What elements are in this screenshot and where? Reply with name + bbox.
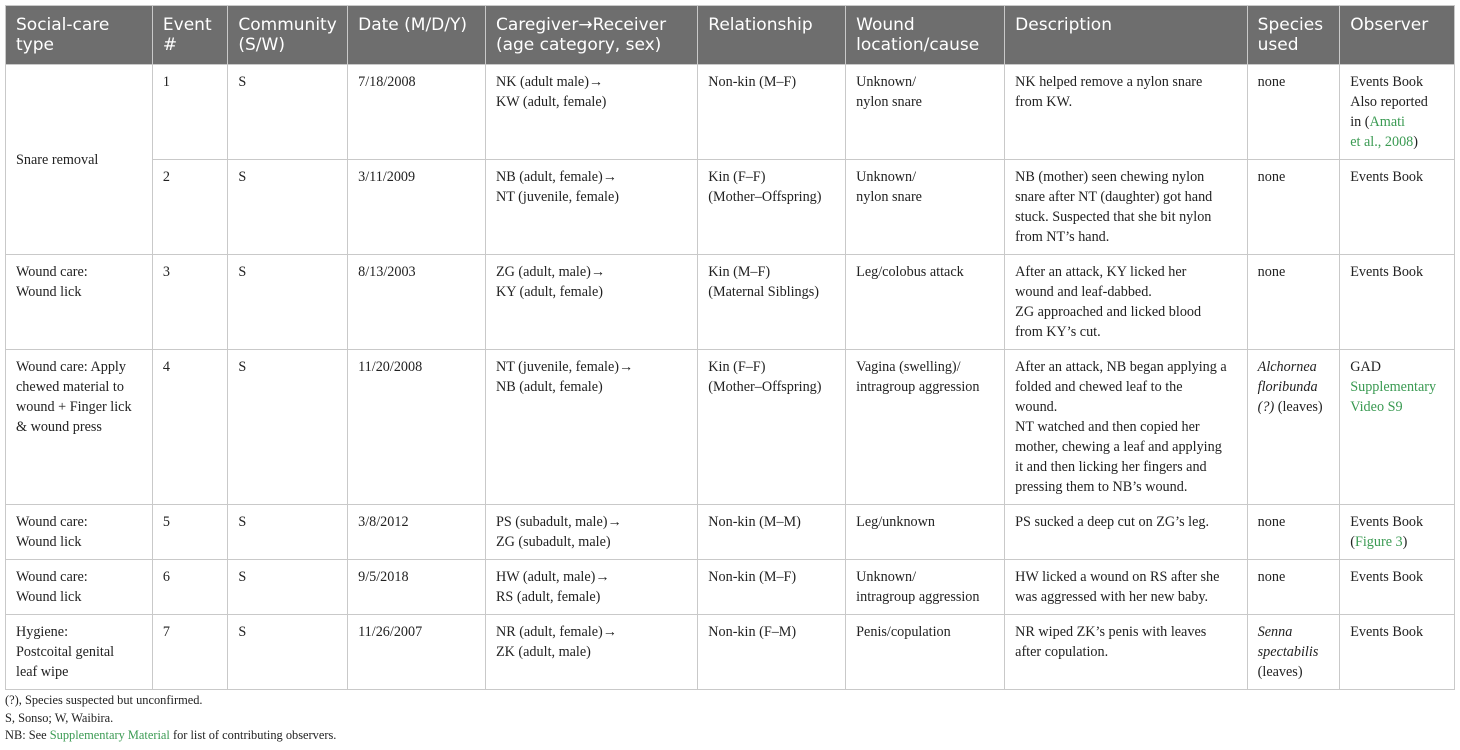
event-number: 5 [162, 514, 170, 530]
observer-text: ) [1413, 134, 1418, 150]
receiver: NT (juvenile, female) [495, 189, 619, 205]
community-code: S [238, 514, 247, 530]
wound-line: intragroup aggression [856, 379, 980, 395]
event-date: 3/11/2009 [358, 169, 416, 185]
cell-community [228, 255, 348, 350]
table-footnotes [5, 692, 336, 745]
community-code: S [238, 169, 247, 185]
community-code: S [238, 359, 247, 375]
description-line: wound. [1015, 399, 1058, 415]
type-line: leaf wipe [16, 664, 69, 680]
receiver: NB (adult, female) [495, 379, 603, 395]
supplementary-material-link[interactable]: Supplementary Material [49, 728, 170, 742]
observer-line: Events Book [1350, 624, 1424, 640]
cell-observer [1340, 160, 1455, 255]
cell-relationship [698, 65, 846, 160]
header-date: Date (M/D/Y) [348, 6, 486, 65]
event-date: 9/5/2018 [358, 569, 409, 585]
event-number: 1 [162, 74, 170, 90]
cell-description [1005, 505, 1248, 560]
species-part: (leaves) [1257, 664, 1303, 680]
caregiver: HW (adult, male)→ [495, 569, 610, 585]
cell-social-care-type [6, 505, 153, 560]
caregiver: PS (subadult, male)→ [495, 514, 622, 530]
relationship: Kin (F–F) [708, 359, 766, 375]
wound-line: nylon snare [856, 189, 922, 205]
caregiver: NT (juvenile, female)→ [495, 359, 634, 375]
species-name: Alchornea [1257, 359, 1317, 375]
cell-caregiver-receiver [485, 65, 697, 160]
cell-caregiver-receiver [485, 560, 697, 615]
cell-community [228, 615, 348, 690]
event-date: 8/13/2003 [358, 264, 416, 280]
cell-species [1247, 560, 1340, 615]
community-code: S [238, 569, 247, 585]
footnote-text: for list of contributing observers. [169, 728, 337, 742]
species-uncertain-marker: (?) [1257, 399, 1275, 415]
cell-wound [846, 505, 1005, 560]
wound-line: Unknown/ [856, 569, 917, 585]
description-line: stuck. Suspected that she bit nylon [1015, 209, 1212, 225]
species: none [1257, 169, 1286, 185]
observer-text: ) [1402, 534, 1408, 550]
header-relationship: Relationship [698, 6, 846, 65]
observer-line: Events Book [1350, 514, 1424, 530]
cell-event-number [152, 65, 227, 160]
description-line: NB (mother) seen chewing nylon [1015, 169, 1205, 185]
cell-social-care-type [6, 255, 153, 350]
header-wound-location: Wound location/cause [846, 6, 1005, 65]
community-code: S [238, 264, 247, 280]
cell-date [348, 350, 486, 505]
cell-community [228, 350, 348, 505]
species-part: (leaves) [1274, 399, 1323, 415]
observer-line: Also reported [1350, 94, 1428, 110]
wound-line: Leg/colobus attack [856, 264, 964, 280]
footnote-species-uncertain: (?), Species suspected but unconfirmed. [5, 693, 203, 707]
header-description: Description [1005, 6, 1248, 65]
type-line: Wound care: [16, 264, 88, 280]
cell-relationship [698, 350, 846, 505]
relationship: Non-kin (M–F) [708, 74, 797, 90]
cell-social-care-type [6, 560, 153, 615]
receiver: ZK (adult, male) [495, 644, 591, 660]
wound-line: Unknown/ [856, 74, 917, 90]
event-number: 3 [162, 264, 170, 280]
cell-caregiver-receiver [485, 255, 697, 350]
description-line: mother, chewing a leaf and applying [1015, 439, 1222, 455]
cell-community [228, 560, 348, 615]
species: none [1257, 264, 1286, 280]
relationship: Kin (F–F) [708, 169, 766, 185]
observer-line: Events Book [1350, 264, 1424, 280]
cell-relationship [698, 505, 846, 560]
receiver: KW (adult, female) [495, 94, 607, 110]
observer-text: ( [1350, 534, 1355, 550]
cell-caregiver-receiver [485, 505, 697, 560]
event-date: 11/20/2008 [358, 359, 423, 375]
receiver: KY (adult, female) [495, 284, 603, 300]
cell-species [1247, 160, 1340, 255]
event-number: 2 [162, 169, 170, 185]
cell-caregiver-receiver [485, 160, 697, 255]
header-event-number: Event # [152, 6, 227, 65]
cell-date [348, 615, 486, 690]
cell-date [348, 160, 486, 255]
table-header-row [6, 6, 1455, 65]
description-line: was aggressed with her new baby. [1015, 589, 1209, 605]
cell-observer [1340, 615, 1455, 690]
description-line: NT watched and then copied her [1015, 419, 1200, 435]
cell-relationship [698, 615, 846, 690]
relationship: Non-kin (M–M) [708, 514, 801, 530]
footnote-observers [5, 727, 336, 745]
cell-wound [846, 255, 1005, 350]
cell-description [1005, 65, 1248, 160]
event-number: 7 [162, 624, 170, 640]
cell-wound [846, 160, 1005, 255]
cell-relationship [698, 160, 846, 255]
description-line: PS sucked a deep cut on ZG’s leg. [1015, 514, 1210, 530]
cell-description [1005, 560, 1248, 615]
cell-description [1005, 160, 1248, 255]
event-number: 4 [162, 359, 170, 375]
cell-observer [1340, 255, 1455, 350]
observer-line: Events Book [1350, 569, 1424, 585]
event-date: 3/8/2012 [358, 514, 409, 530]
caregiver: NR (adult, female)→ [495, 624, 617, 640]
wound-line: Vagina (swelling)/ [856, 359, 961, 375]
cell-description [1005, 350, 1248, 505]
cell-wound [846, 350, 1005, 505]
cell-species [1247, 505, 1340, 560]
type-line: Snare removal [16, 152, 99, 168]
species-name: spectabilis [1257, 644, 1319, 660]
cell-event-number [152, 615, 227, 690]
description-line: NR wiped ZK’s penis with leaves [1015, 624, 1207, 640]
type-line: wound + Finger lick [16, 399, 132, 415]
description-line: from NT’s hand. [1015, 229, 1110, 245]
citation-link[interactable]: et al., 2008 [1350, 134, 1414, 150]
cell-social-care-type [6, 65, 153, 255]
table-row [6, 615, 1455, 690]
cell-observer [1340, 65, 1455, 160]
cell-date [348, 505, 486, 560]
cell-caregiver-receiver [485, 615, 697, 690]
description-line: pressing them to NB’s wound. [1015, 479, 1188, 495]
species: none [1257, 514, 1286, 530]
table-row [6, 350, 1455, 505]
type-line: Wound lick [16, 534, 82, 550]
type-line: Hygiene: [16, 624, 69, 640]
cell-description [1005, 615, 1248, 690]
receiver: RS (adult, female) [495, 589, 601, 605]
supplementary-link[interactable]: Video S9 [1350, 399, 1403, 415]
community-code: S [238, 74, 247, 90]
cell-event-number [152, 255, 227, 350]
wound-line: Leg/unknown [856, 514, 935, 530]
relationship-detail: (Maternal Siblings) [708, 284, 819, 300]
table-row [6, 255, 1455, 350]
header-observer: Observer [1340, 6, 1455, 65]
description-line: HW licked a wound on RS after she [1015, 569, 1220, 585]
cell-observer [1340, 560, 1455, 615]
footnote-text: NB: See [5, 728, 50, 742]
cell-community [228, 160, 348, 255]
caregiver: NK (adult male)→ [495, 74, 604, 90]
type-line: Wound care: [16, 514, 88, 530]
cell-event-number [152, 560, 227, 615]
cell-event-number [152, 350, 227, 505]
cell-date [348, 255, 486, 350]
cell-relationship [698, 255, 846, 350]
cell-species [1247, 255, 1340, 350]
species-name: floribunda [1257, 379, 1318, 395]
description-line: it and then licking her fingers and [1015, 459, 1207, 475]
cell-observer [1340, 350, 1455, 505]
description-line: After an attack, NB began applying a [1015, 359, 1227, 375]
cell-caregiver-receiver [485, 350, 697, 505]
species: none [1257, 569, 1286, 585]
cell-event-number [152, 160, 227, 255]
table-row [6, 160, 1455, 255]
observer-line: Events Book [1350, 74, 1424, 90]
footnote-community-codes: S, Sonso; W, Waibira. [5, 710, 114, 725]
citation-link[interactable]: Amati [1369, 114, 1405, 130]
table-row [6, 560, 1455, 615]
type-line: chewed material to [16, 379, 124, 395]
event-date: 7/18/2008 [358, 74, 416, 90]
cell-social-care-type [6, 615, 153, 690]
description-line: folded and chewed leaf to the [1015, 379, 1183, 395]
cell-wound [846, 560, 1005, 615]
description-line: snare after NT (daughter) got hand [1015, 189, 1213, 205]
cell-social-care-type [6, 350, 153, 505]
cell-community [228, 65, 348, 160]
description-line: After an attack, KY licked her [1015, 264, 1187, 280]
observer-line: GAD [1350, 359, 1381, 375]
observer-text: in ( [1350, 114, 1370, 130]
caregiver: NB (adult, female)→ [495, 169, 617, 185]
cell-wound [846, 65, 1005, 160]
data-table-container [5, 5, 1455, 690]
description-line: from KY’s cut. [1015, 324, 1101, 340]
supplementary-link[interactable]: Supplementary [1350, 379, 1437, 395]
type-line: Wound care: Apply [16, 359, 126, 375]
table-row [6, 65, 1455, 160]
relationship: Non-kin (F–M) [708, 624, 797, 640]
figure-link[interactable]: Figure 3 [1354, 534, 1403, 550]
type-line: Wound care: [16, 569, 88, 585]
receiver: ZG (subadult, male) [495, 534, 611, 550]
description-line: ZG approached and licked blood [1015, 304, 1202, 320]
wound-line: nylon snare [856, 94, 922, 110]
relationship: Non-kin (M–F) [708, 569, 797, 585]
cell-wound [846, 615, 1005, 690]
cell-community [228, 505, 348, 560]
wound-line: intragroup aggression [856, 589, 980, 605]
type-line: & wound press [16, 419, 102, 435]
header-community: Community (S/W) [228, 6, 348, 65]
cell-event-number [152, 505, 227, 560]
social-care-table [5, 5, 1455, 690]
cell-date [348, 65, 486, 160]
table-row [6, 505, 1455, 560]
description-line: wound and leaf-dabbed. [1015, 284, 1152, 300]
wound-line: Penis/copulation [856, 624, 951, 640]
type-line: Wound lick [16, 284, 82, 300]
header-species-used: Species used [1247, 6, 1340, 65]
cell-description [1005, 255, 1248, 350]
event-number: 6 [162, 569, 170, 585]
observer-line: Events Book [1350, 169, 1424, 185]
species-name: Senna [1257, 624, 1293, 640]
event-date: 11/26/2007 [358, 624, 423, 640]
relationship-detail: (Mother–Offspring) [708, 379, 822, 395]
cell-species [1247, 615, 1340, 690]
description-line: NK helped remove a nylon snare [1015, 74, 1203, 90]
wound-line: Unknown/ [856, 169, 917, 185]
cell-relationship [698, 560, 846, 615]
cell-species [1247, 65, 1340, 160]
cell-date [348, 560, 486, 615]
header-caregiver-receiver: Caregiver→Receiver (age category, sex) [485, 6, 697, 65]
header-social-care-type: Social-care type [6, 6, 153, 65]
type-line: Wound lick [16, 589, 82, 605]
community-code: S [238, 624, 247, 640]
description-line: from KW. [1015, 94, 1073, 110]
relationship-detail: (Mother–Offspring) [708, 189, 822, 205]
cell-observer [1340, 505, 1455, 560]
caregiver: ZG (adult, male)→ [495, 264, 606, 280]
description-line: after copulation. [1015, 644, 1109, 660]
species: none [1257, 74, 1286, 90]
relationship: Kin (M–F) [708, 264, 771, 280]
type-line: Postcoital genital [16, 644, 115, 660]
cell-species [1247, 350, 1340, 505]
